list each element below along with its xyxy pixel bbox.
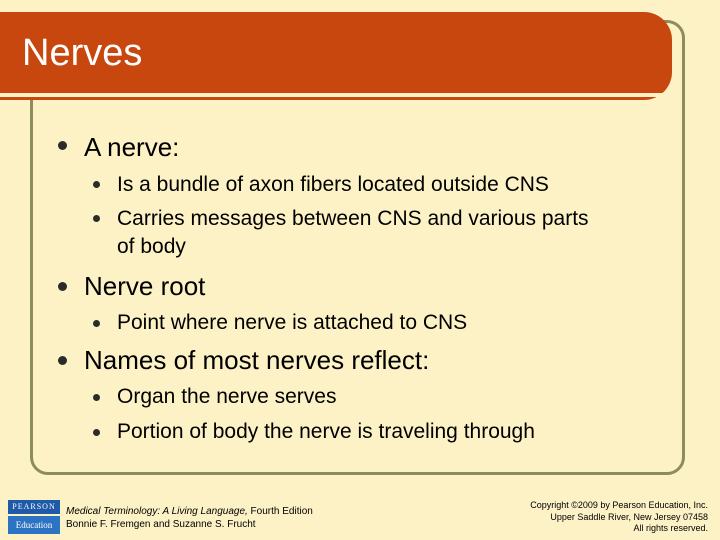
authors: Bonnie F. Fremgen and Suzanne S. Frucht — [66, 519, 256, 530]
sub-bullet: Point where nerve is attached to CNS — [117, 311, 468, 334]
copyright — [530, 500, 708, 535]
book-credit — [66, 505, 313, 531]
bullet-icon — [93, 320, 100, 327]
sub-bullet: Is a bundle of axon fibers located outside CNS — [117, 173, 549, 196]
bullet-a-nerve: A nerve: — [84, 132, 180, 162]
book-title: Medical Terminology: A Living Language, — [66, 506, 248, 517]
bullet-icon — [93, 429, 100, 436]
slide-title: Nerves — [22, 32, 143, 74]
bullet-icon — [93, 394, 100, 401]
copyright-line-3: All rights reserved. — [633, 523, 708, 533]
sub-bullet-continuation: of body — [117, 235, 186, 258]
bullet-icon — [93, 215, 100, 222]
copyright-line-2: Upper Saddle River, New Jersey 07458 — [550, 511, 708, 522]
bullet-icon — [93, 181, 100, 188]
bullet-names-of-nerves: Names of most nerves reflect: — [84, 345, 430, 375]
bullet-icon — [58, 356, 67, 365]
bullet-icon — [58, 141, 67, 150]
bullet-nerve-root: Nerve root — [84, 271, 206, 301]
sub-bullet: Portion of body the nerve is traveling through — [117, 420, 535, 443]
book-edition: Fourth Edition — [247, 506, 313, 517]
sub-bullet: Organ the nerve serves — [117, 385, 337, 408]
sub-bullet: Carries messages between CNS and various parts — [117, 207, 589, 230]
pearson-logo — [8, 500, 60, 534]
logo-bottom-text: Education — [8, 516, 60, 534]
copyright-line-1: Copyright ©2009 by Pearson Education, Inc. — [530, 500, 708, 510]
book-title-line — [66, 505, 313, 518]
bullet-icon — [58, 282, 67, 291]
logo-top-text: PEARSON — [8, 500, 60, 514]
